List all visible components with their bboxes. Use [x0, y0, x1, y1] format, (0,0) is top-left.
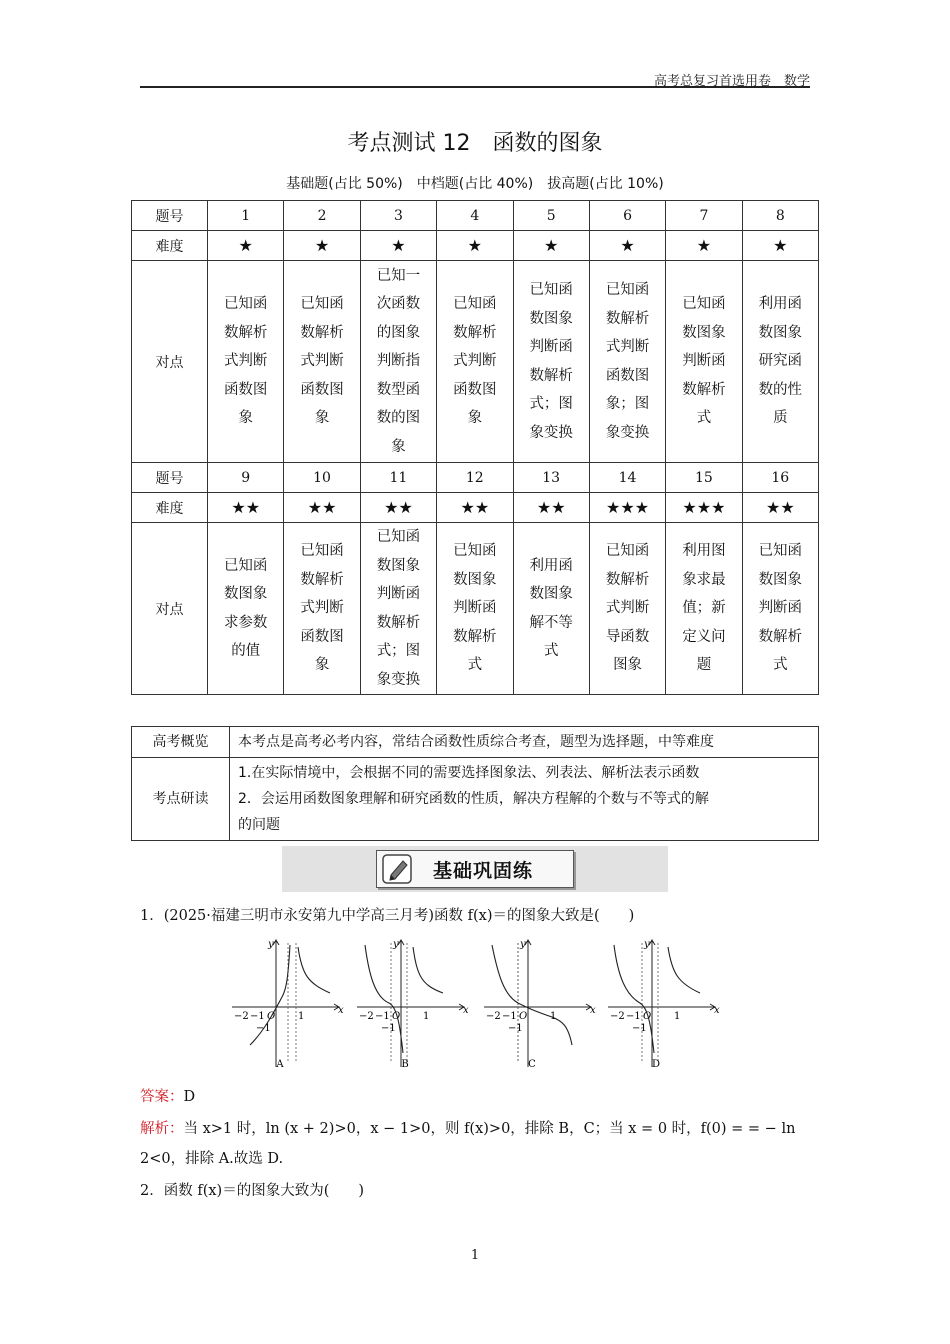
question-number-cell: 5	[513, 201, 589, 231]
topic-line: 数解析	[758, 628, 803, 645]
topic-line: 图象	[613, 657, 643, 674]
topic-line: 已知函	[453, 543, 497, 560]
topic-cell	[437, 261, 513, 463]
question-number-cell: 1	[208, 201, 284, 231]
topic-line: 象	[467, 410, 483, 427]
topic-line: 研究函	[758, 353, 803, 370]
difficulty-stars-cell: ★	[666, 231, 742, 261]
tick-label: −2	[359, 1011, 374, 1022]
y-axis-label: y	[644, 939, 650, 950]
banner-box	[376, 850, 574, 888]
x-axis-label: x	[338, 1005, 344, 1016]
topic-line: 数图象	[682, 324, 726, 341]
topic-line: 数解析	[223, 324, 268, 341]
topic-line: 数解析	[376, 614, 421, 631]
tick-label: −1	[381, 1023, 396, 1034]
origin-label: O	[643, 1011, 652, 1022]
topic-line: 已知函	[605, 282, 650, 298]
function-curve	[298, 947, 330, 993]
question-number-cell: 16	[742, 463, 818, 493]
topic-cell	[284, 261, 360, 463]
difficulty-stars-cell: ★★	[208, 493, 284, 523]
question-number-cell: 12	[437, 463, 513, 493]
topic-line: 数图象	[758, 571, 803, 588]
topic-line: 式判断	[300, 353, 344, 370]
section-banner	[282, 846, 668, 892]
analysis-line-1	[140, 1117, 795, 1138]
topic-cell	[513, 261, 589, 463]
header-rule	[140, 86, 810, 88]
pencil-icon	[381, 853, 415, 885]
topic-line: 求参数	[223, 614, 268, 631]
tick-label: −1	[250, 1011, 265, 1022]
analysis-line-2: 2<0，排除 A.故选 D.	[140, 1151, 284, 1167]
topic-line: 判断函	[529, 339, 573, 355]
topic-line: 象变换	[376, 671, 421, 688]
topic-line: 质	[773, 410, 788, 427]
topic-line: 函数图	[605, 367, 650, 384]
topic-cell	[666, 523, 742, 695]
graph-option-label: B	[401, 1059, 409, 1070]
topic-cell	[742, 261, 818, 463]
topic-line: 象求最	[682, 571, 726, 588]
topic-line: 函数图	[453, 381, 497, 398]
x-axis-label: x	[590, 1005, 596, 1016]
difficulty-table-2	[131, 462, 819, 695]
tick-label: 1	[423, 1011, 430, 1022]
difficulty-stars-cell: ★★	[742, 493, 818, 523]
topic-line: 已知函	[223, 296, 268, 313]
topic-line: 次函数	[376, 296, 421, 313]
difficulty-stars-cell: ★★★	[589, 493, 665, 523]
page-title: 考点测试 12 函数的图象	[347, 131, 603, 156]
topic-line: 利用函	[529, 557, 573, 574]
origin-label: O	[267, 1011, 276, 1022]
topic-line: 象变换	[605, 424, 650, 441]
topic-line: 定义问	[682, 628, 726, 645]
study-item-2-cont: 的问题	[238, 817, 280, 833]
difficulty-stars-cell: ★	[360, 231, 436, 261]
function-curve	[614, 945, 654, 1053]
topic-line: 数解析	[605, 571, 650, 588]
question-number-cell: 14	[589, 463, 665, 493]
topic-line: 数图象	[376, 557, 421, 574]
topic-cell	[208, 261, 284, 463]
topic-line: 象	[314, 657, 330, 674]
answer-line	[140, 1085, 195, 1106]
difficulty-stars-cell: ★	[208, 231, 284, 261]
overview-text: 本考点是高考必考内容，常结合函数性质综合考查，题型为选择题，中等难度	[230, 727, 819, 758]
topic-line: 式判断	[605, 339, 650, 355]
graph-option	[232, 939, 344, 1070]
topic-line: 象变换	[529, 424, 573, 441]
origin-label: O	[519, 1011, 528, 1022]
topic-line: 式	[467, 657, 483, 674]
topic-line: 数型函	[376, 381, 421, 398]
row-label-num: 题号	[132, 463, 208, 493]
topic-line: 已知函	[529, 282, 573, 298]
row-label-difficulty: 难度	[132, 231, 208, 261]
origin-label: O	[392, 1011, 401, 1022]
question-number-cell: 6	[589, 201, 665, 231]
topic-line: 数图象	[529, 586, 573, 602]
topic-line: 数图象	[223, 586, 268, 602]
study-text	[230, 758, 819, 841]
topic-line: 式	[543, 643, 559, 659]
x-axis-label: x	[714, 1005, 720, 1016]
tick-label: −1	[502, 1011, 517, 1022]
topic-line: 利用图	[682, 543, 726, 560]
topic-line: 判断指	[376, 353, 421, 370]
graph-option	[484, 939, 596, 1070]
topic-line: 象	[314, 410, 330, 427]
question-number-cell: 8	[742, 201, 818, 231]
question-number-cell: 10	[284, 463, 360, 493]
header-title: 高考总复习首选用卷 数学	[653, 74, 810, 89]
analysis-label: 解析：	[140, 1121, 184, 1137]
study-item-1: 1.在实际情境中，会根据不同的需要选择图象法、列表法、解析法表示函数	[238, 765, 700, 781]
graph-option-label: D	[651, 1059, 661, 1070]
function-curve	[413, 947, 443, 993]
topic-cell	[284, 523, 360, 695]
topic-cell	[589, 523, 665, 695]
question-2: 2．函数 f(x)＝的图象大致为( )	[140, 1183, 365, 1199]
question-1: 1．(2025·福建三明市永安第九中学高三月考)函数 f(x)＝的图象大致是( )	[140, 908, 635, 924]
topic-line: 已知函	[682, 296, 726, 313]
y-axis-label: y	[393, 939, 399, 950]
topic-line: 数图象	[758, 324, 803, 341]
topic-line: 已知一	[376, 267, 421, 284]
tick-label: −1	[256, 1023, 271, 1034]
question-number-cell: 13	[513, 463, 589, 493]
y-axis-label: y	[268, 939, 274, 950]
question-number-cell: 15	[666, 463, 742, 493]
topic-line: 值；新	[682, 600, 726, 617]
topic-cell	[360, 261, 436, 463]
topic-line: 式	[773, 657, 788, 674]
question-number-cell: 4	[437, 201, 513, 231]
topic-line: 已知函	[605, 543, 650, 560]
topic-line: 数解析	[300, 571, 344, 588]
page-number: 1	[470, 1248, 480, 1263]
function-curve	[668, 947, 700, 993]
row-label-num: 题号	[132, 201, 208, 231]
topic-line: 判断函	[758, 600, 803, 617]
row-label-difficulty: 难度	[132, 493, 208, 523]
difficulty-table-1	[131, 200, 819, 463]
topic-line: 数解析	[453, 628, 497, 645]
difficulty-stars-cell: ★	[589, 231, 665, 261]
topic-line: 数解析	[300, 324, 344, 341]
topic-line: 已知函	[300, 543, 344, 560]
topic-line: 式判断	[453, 353, 497, 370]
topic-cell	[437, 523, 513, 695]
topic-line: 函数图	[300, 628, 344, 645]
topic-line: 已知函	[376, 529, 421, 545]
difficulty-stars-cell: ★★	[284, 493, 360, 523]
study-label: 考点研读	[132, 758, 230, 841]
topic-cell	[513, 523, 589, 695]
function-curve	[492, 945, 572, 1045]
topic-line: 导函数	[605, 628, 650, 645]
row-label-topic: 对点	[132, 523, 208, 695]
topic-line: 已知函	[223, 557, 268, 574]
question-number-cell: 11	[360, 463, 436, 493]
function-curve	[365, 945, 403, 1053]
topic-line: 式判断	[300, 600, 344, 617]
tick-label: −1	[508, 1023, 523, 1034]
tick-label: 1	[550, 1011, 557, 1022]
topic-line: 的图象	[376, 324, 421, 341]
difficulty-stars-cell: ★	[284, 231, 360, 261]
topic-line: 数图象	[529, 310, 573, 327]
analysis-text-1: 当 x>1 时，ln (x + 2)>0，x − 1>0，则 f(x)>0，排除 B，C；当 x = 0 时，f(0) = = − ln	[183, 1121, 796, 1137]
y-axis-label: y	[520, 939, 526, 950]
topic-line: 式判断	[605, 600, 650, 617]
tick-label: −1	[626, 1011, 641, 1022]
answer-label: 答案：	[140, 1089, 184, 1105]
answer-value: D	[183, 1089, 196, 1105]
graph-option	[357, 939, 469, 1070]
banner-text: 基础巩固练	[433, 860, 534, 882]
topic-cell	[360, 523, 436, 695]
topic-cell	[589, 261, 665, 463]
tick-label: −1	[632, 1023, 647, 1034]
difficulty-stars-cell: ★★	[437, 493, 513, 523]
topic-line: 数图象	[453, 571, 497, 588]
difficulty-stars-cell: ★	[437, 231, 513, 261]
difficulty-stars-cell: ★★	[360, 493, 436, 523]
topic-line: 象	[391, 438, 406, 455]
difficulty-stars-cell: ★	[742, 231, 818, 261]
tick-label: −2	[486, 1011, 501, 1022]
topic-cell	[742, 523, 818, 695]
topic-line: 解不等	[529, 614, 573, 631]
tick-label: −2	[610, 1011, 625, 1022]
topic-line: 数的性	[758, 381, 803, 398]
topic-line: 象	[238, 410, 253, 427]
topic-line: 函数图	[223, 381, 268, 398]
topic-line: 题	[696, 657, 712, 674]
topic-line: 式判断	[223, 353, 268, 370]
topic-line: 数解析	[682, 381, 726, 398]
tick-label: 1	[674, 1011, 681, 1022]
topic-line: 已知函	[453, 296, 497, 313]
tick-label: −1	[375, 1011, 390, 1022]
topic-line: 函数图	[300, 381, 344, 398]
topic-line: 数解析	[453, 324, 497, 341]
difficulty-stars-cell: ★	[513, 231, 589, 261]
topic-line: 数的图	[376, 410, 421, 427]
question-number-cell: 3	[360, 201, 436, 231]
topic-line: 象；图	[605, 396, 650, 412]
graph-option	[608, 939, 720, 1070]
difficulty-stars-cell: ★★★	[666, 493, 742, 523]
graph-option-label: C	[528, 1059, 536, 1070]
topic-line: 判断函	[682, 353, 726, 370]
topic-line: 利用函	[758, 296, 803, 313]
topic-line: 数解析	[605, 310, 650, 327]
row-label-topic: 对点	[132, 261, 208, 463]
topic-line: 判断函	[376, 586, 421, 602]
x-axis-label: x	[463, 1005, 469, 1016]
graph-option-label: A	[276, 1059, 284, 1070]
topic-line: 式	[696, 410, 712, 427]
overview-label: 高考概览	[132, 727, 230, 758]
tick-label: 1	[298, 1011, 305, 1022]
topic-line: 已知函	[758, 543, 803, 560]
topic-line: 式；图	[376, 643, 421, 659]
question-number-cell: 7	[666, 201, 742, 231]
difficulty-stars-cell: ★★	[513, 493, 589, 523]
topic-line: 式；图	[529, 396, 573, 412]
page-subtitle: 基础题(占比 50%) 中档题(占比 40%) 拔高题(占比 10%)	[286, 176, 664, 192]
topic-line: 已知函	[300, 296, 344, 313]
question-number-cell: 9	[208, 463, 284, 493]
topic-line: 判断函	[453, 600, 497, 617]
topic-line: 数解析	[529, 367, 573, 384]
answer-graphs	[220, 935, 740, 1075]
topic-cell	[208, 523, 284, 695]
topic-cell	[666, 261, 742, 463]
topic-line: 的值	[231, 643, 261, 659]
tick-label: −2	[234, 1011, 249, 1022]
question-number-cell: 2	[284, 201, 360, 231]
overview-table	[131, 726, 819, 841]
study-item-2: 2．会运用函数图象理解和研究函数的性质，解决方程解的个数与不等式的解	[238, 791, 709, 807]
